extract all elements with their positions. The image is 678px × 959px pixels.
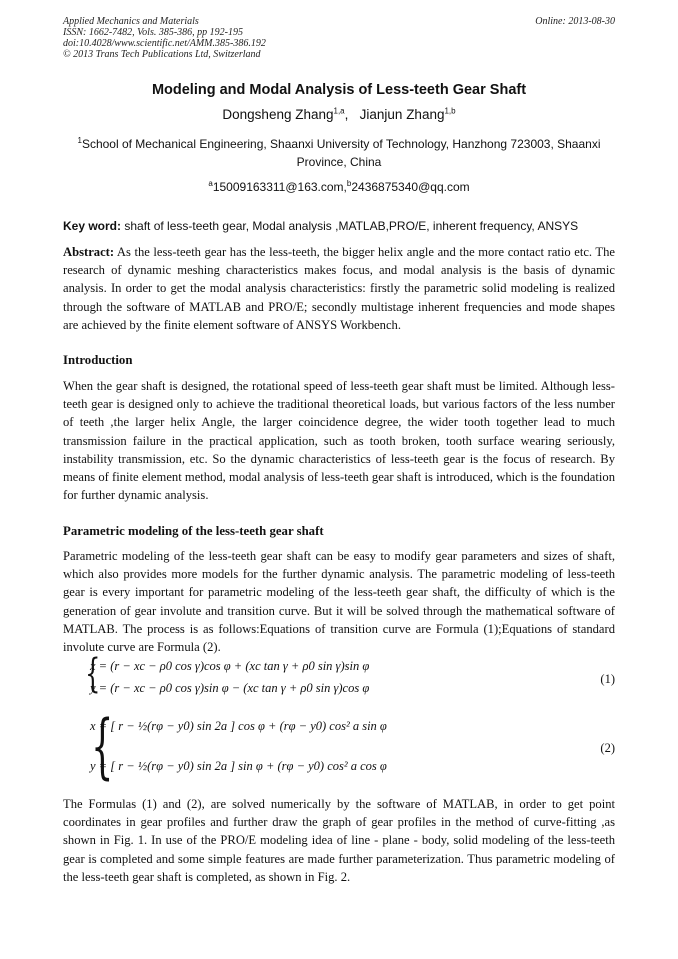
formula-1-line-1: x = (r − xc − ρ0 cos γ)cos φ + (xc tan γ + ρ0 sin γ)sin φ	[90, 659, 370, 673]
affiliation-text: School of Mechanical Engineering, Shaanxi University of Technology, Hanzhong 723003, Shaanxi Province, China	[81, 137, 601, 169]
keywords	[63, 219, 615, 233]
formula-1-number: (1)	[600, 672, 615, 686]
page-header	[63, 16, 615, 60]
intro-paragraph: When the gear shaft is designed, the rotational speed of less-teeth gear shaft must be limited. Although less-teeth gear is designed only to achieve the traditional theoretical loads, but various factors of the less number of teeth ,the larger helix Angle, the larger coincidence degree, the wider tooth together lead to much transmission failure in the practical application, such as tooth broken, tooth surface wearing seriously, instability transmission, etc. So the dynamic characteristics of less-teeth gear is the focus of research. By means of finite element method, modal analysis of less-teeth gear shaft is introduced, which is the foundation for further dynamic analysis.	[63, 379, 615, 503]
author-2-affiliation: 1,b	[444, 106, 456, 116]
affiliation	[63, 135, 615, 171]
param-heading: Parametric modeling of the less-teeth gear shaft	[63, 524, 324, 538]
email-line	[63, 180, 615, 194]
author-2: Jianjun Zhang	[359, 107, 445, 122]
abstract-label: Abstract:	[63, 245, 115, 259]
formula-2-brace: {	[91, 705, 114, 787]
email-a-marker: a	[208, 179, 213, 188]
copyright-line: © 2013 Trans Tech Publications Ltd, Switzerland	[63, 49, 261, 60]
email-a[interactable]: 15009163311@163.com,	[212, 180, 347, 194]
author-1-affiliation: 1,a	[333, 106, 345, 116]
formula-2-number: (2)	[600, 741, 615, 755]
author-1: Dongsheng Zhang	[222, 107, 334, 122]
param-paragraph-2: The Formulas (1) and (2), are solved numerically by the software of MATLAB, in order to get point coordinates in gear profiles and further draw the graph of gear profiles in the method of curve-fitting ,as shown in Fig. 1. In use of the PRO/E modeling idea of line - plane - body, solid modeling of the less-teeth gear is completed and some simple features are made further parameterization. Thus parametric modeling of the less-teeth gear shaft is completed, as shown in Fig. 2.	[63, 797, 615, 884]
doi-line[interactable]: doi:10.4028/www.scientific.net/AMM.385-386.192	[63, 38, 266, 49]
paper-title: Modeling and Modal Analysis of Less-teeth Gear Shaft	[151, 82, 527, 98]
formula-2-line-2: y = [ r − ½(rφ − y0) sin 2a ] sin φ + (rφ − y0) cos² a cos φ	[90, 759, 387, 773]
keywords-label: Key word:	[63, 219, 122, 233]
param-paragraph: Parametric modeling of the less-teeth gear shaft can be easy to modify gear parameters and sizes of shaft, which also provides more models for the further dynamic analysis. The parametric modeling of less-teeth gear is every important for parametric modeling of the less-teeth gear shaft, the difficulty of which is the generation of gear involute and transition curve. But it will be solved through the mathematical software of MATLAB. The process is as follows:Equations of transition curve are Formula (1);Equations of standard involute curve are Formula (2).	[63, 549, 615, 655]
intro-heading: Introduction	[63, 353, 133, 367]
affiliation-marker: 1	[77, 136, 82, 145]
email-b-marker: b	[346, 179, 352, 188]
issn-line: ISSN: 1662-7482, Vols. 385-386, pp 192-195	[63, 27, 243, 38]
formula-1-line-2: y = (r − xc − ρ0 cos γ)sin φ − (xc tan γ + ρ0 sin γ)cos φ	[90, 681, 370, 695]
formula-1	[80, 651, 615, 703]
author-line	[63, 107, 615, 122]
keywords-text: shaft of less-teeth gear, Modal analysis ,MATLAB,PRO/E, inherent frequency, ANSYS	[121, 219, 579, 233]
author-separator: ,	[344, 107, 349, 122]
formula-2-line-1: x = [ r − ½(rφ − y0) sin 2a ] cos φ + (rφ − y0) cos² a sin φ	[90, 719, 387, 733]
online-date: Online: 2013-08-30	[535, 16, 615, 27]
formula-2	[80, 705, 615, 787]
abstract	[63, 243, 615, 334]
formula-1-brace: {	[85, 651, 101, 697]
journal-name: Applied Mechanics and Materials	[63, 16, 199, 27]
abstract-text: As the less-teeth gear has the less-teeth, the bigger helix angle and the more contact ratio etc. The research of dynamic meshing characteristics makes focus, and modal analysis is the basis of dynamic analysis. In order to get the modal analysis characteristics: firstly the parametric solid modeling is realized through the software of MATLAB and PRO/E; secondly multistage inherent frequencies and mode shapes are achieved by the finite element software of ANSYS Workbench.	[63, 245, 615, 332]
email-b[interactable]: 2436875340@qq.com	[351, 180, 470, 194]
